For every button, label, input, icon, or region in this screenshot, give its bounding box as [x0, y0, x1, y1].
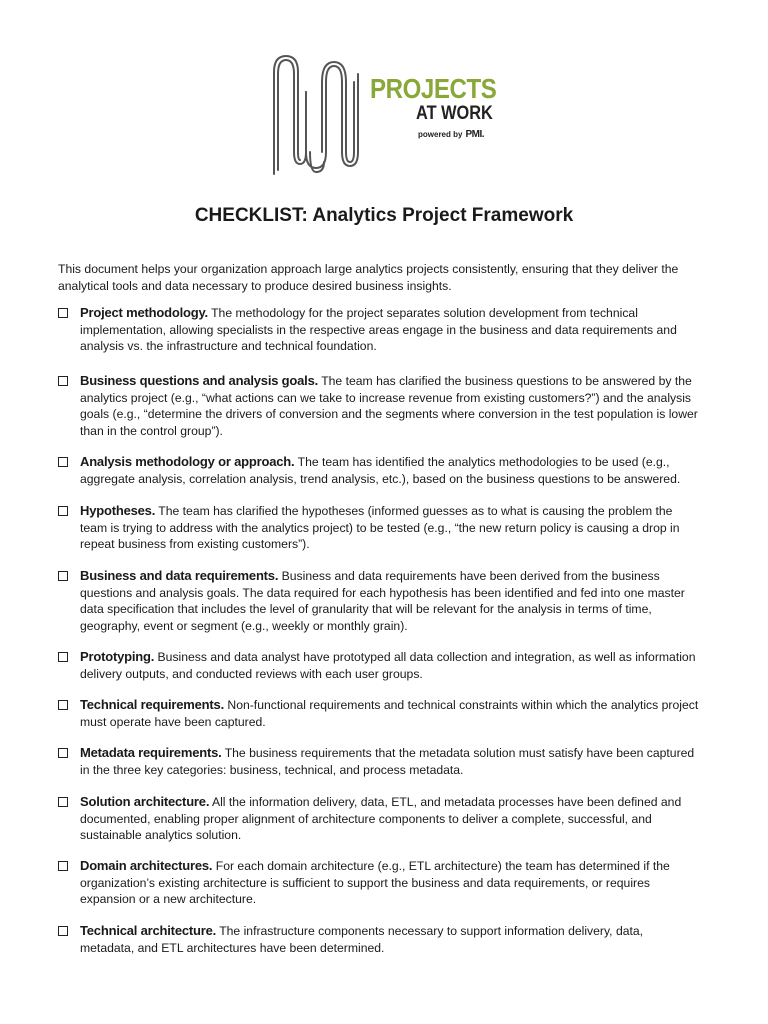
checklist-item-text [80, 373, 700, 439]
checklist-item-body: For each domain architecture (e.g., ETL architecture) the team has determined if the organization’s existing architecture is sufficient to support the business and data requirements, or requires expansion or a new architecture. [80, 859, 670, 906]
checklist-item-text [80, 503, 700, 553]
checkbox[interactable] [58, 700, 68, 710]
checklist-item-title: Business and data requirements. [80, 568, 279, 583]
checklist-item-body: The infrastructure components necessary to support information delivery, data, metadata, and ETL architectures have been determined. [80, 924, 644, 955]
checklist-item-text [80, 697, 700, 730]
checklist-item-title: Domain architectures. [80, 858, 213, 873]
checklist-item-body: The team has clarified the hypotheses (informed guesses as to what is causing the problem the team is trying to address with the analytics project) to be tested (e.g., “the new return policy is causing a drop in repeat business from existing customers”). [80, 504, 680, 551]
checklist-item-body: The business requirements that the metadata solution must satisfy have been captured in the three key categories: business, technical, and process metadata. [80, 746, 695, 777]
checklist-item-body: The team has clarified the business questions to be answered by the analytics project (e.g., “what actions can we take to increase revenue from existing customers?”) and the analysis goals (e.g., “determine the drivers of conversion and the segments where conversion in the test population is lower than in the control group”). [80, 374, 698, 438]
intro-paragraph: This document helps your organization approach large analytics projects consistently, ensuring that they deliver the analytical tools and data necessary to produce desired business insights. [58, 262, 679, 293]
paperclip-logo-icon [266, 52, 366, 178]
checkbox[interactable] [58, 652, 68, 662]
checklist-item-title: Metadata requirements. [80, 745, 222, 760]
checklist-item-body: The methodology for the project separates solution development from technical implementation, allowing specialists in the respective areas engage in the business and data requirements and analysis vs. the infrastructure and technical foundation. [80, 306, 677, 353]
brand-name: PROJECTS [370, 73, 497, 104]
checklist-item-text [80, 923, 700, 956]
pmi-logo: PMI. [465, 129, 485, 140]
checklist-item-text [80, 649, 700, 682]
checklist-item-body: All the information delivery, data, ETL, and metadata processes have been defined and documented, enabling proper alignment of architecture components to deliver a complete, successful, and sustainable analytics solution. [80, 795, 682, 842]
projects-at-work-logo [266, 52, 506, 178]
checklist-item-text [80, 745, 700, 778]
checklist-item-title: Solution architecture. [80, 794, 210, 809]
checkbox[interactable] [58, 376, 68, 386]
checkbox[interactable] [58, 926, 68, 936]
checkbox[interactable] [58, 506, 68, 516]
checkbox[interactable] [58, 457, 68, 467]
checklist-item-text [80, 794, 700, 844]
checklist-item-title: Prototyping. [80, 649, 155, 664]
checklist-item-body: Non-functional requirements and technical constraints within which the analytics project must operate have been captured. [80, 698, 699, 729]
powered-by-line [418, 129, 484, 140]
checklist-item-title: Analysis methodology or approach. [80, 454, 295, 469]
powered-by-label: powered by [418, 130, 463, 139]
checkbox[interactable] [58, 797, 68, 807]
checklist-item-title: Technical architecture. [80, 923, 217, 938]
page-title: CHECKLIST: Analytics Project Framework [194, 205, 574, 226]
checklist-item-title: Project methodology. [80, 305, 208, 320]
brand-tagline: AT WORK [416, 103, 493, 124]
checkbox[interactable] [58, 748, 68, 758]
checklist-item-title: Business questions and analysis goals. [80, 373, 319, 388]
checklist-item-text [80, 305, 700, 355]
checklist-item-body: The team has identified the analytics methodologies to be used (e.g., aggregate analysis, correlation analysis, trend analysis, etc.), based on the business questions to be answered. [80, 455, 681, 486]
checklist-item-text [80, 454, 700, 487]
checklist-item-body: Business and data requirements have been derived from the business questions and analysis goals. The data required for each hypothesis has been identified and fed into one master data specification that includes the level of granularity that will be relevant for the analysis in terms of time, geography, event or segment (e.g., weekly or monthly grain). [80, 569, 685, 633]
checklist-item-text [80, 858, 700, 908]
checklist-item-body: Business and data analyst have prototyped all data collection and integration, as well as information delivery outputs, and conducted reviews with each user groups. [80, 650, 696, 681]
checkbox[interactable] [58, 571, 68, 581]
checklist-item-title: Technical requirements. [80, 697, 224, 712]
checkbox[interactable] [58, 308, 68, 318]
checklist-item-title: Hypotheses. [80, 503, 156, 518]
checklist-item-text [80, 568, 700, 634]
checkbox[interactable] [58, 861, 68, 871]
